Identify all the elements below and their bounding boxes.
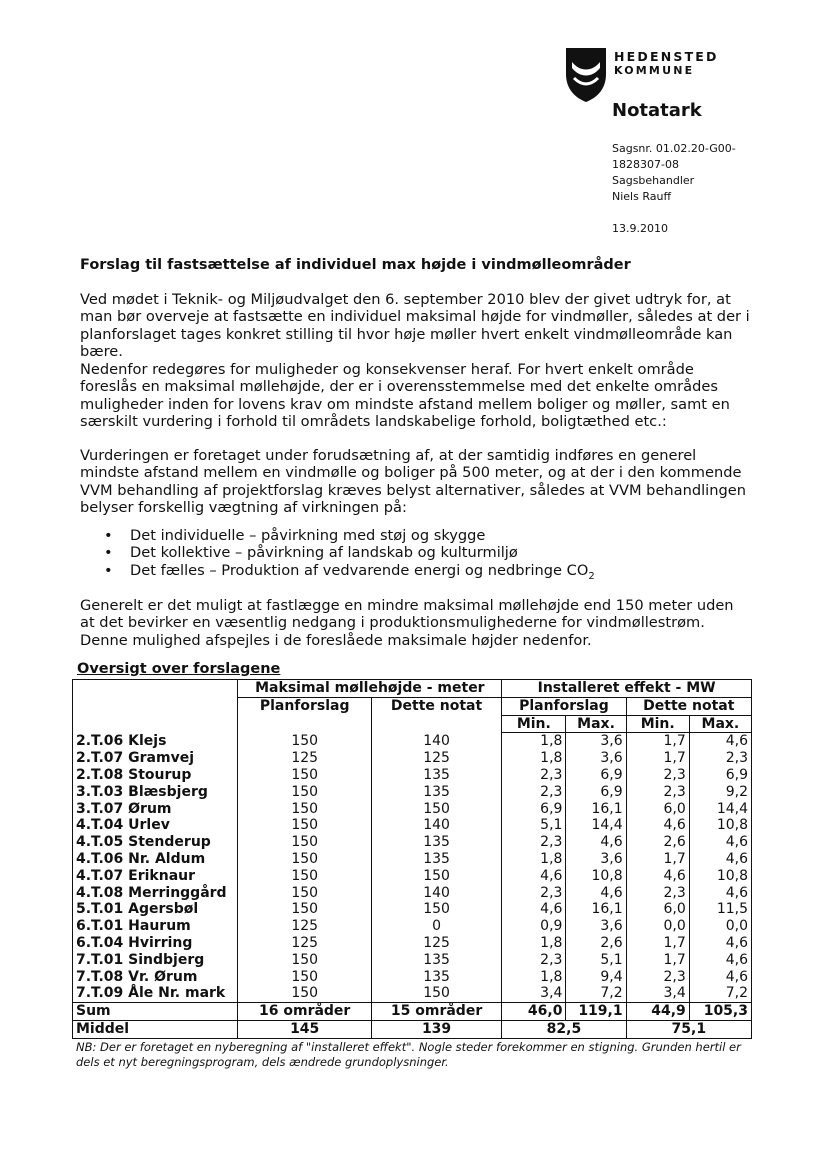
row-nmin: 4,6 <box>626 868 689 885</box>
row-plan: 150 <box>238 901 371 918</box>
row-nmax: 0,0 <box>689 918 751 935</box>
row-name: 5.T.01 Agersbøl <box>73 901 238 918</box>
table-header-row <box>73 680 752 698</box>
row-nmax: 10,8 <box>689 868 751 885</box>
row-notat: 140 <box>371 885 501 902</box>
row-nmin: 4,6 <box>626 817 689 834</box>
middel-plan: 145 <box>238 1020 371 1038</box>
sum-nmin: 44,9 <box>626 1003 689 1021</box>
row-plan: 150 <box>238 952 371 969</box>
table-title: Oversigt over forslagene <box>77 661 281 677</box>
row-notat: 135 <box>371 969 501 986</box>
table-row <box>73 767 752 784</box>
row-nmax: 4,6 <box>689 733 751 750</box>
table-row <box>73 952 752 969</box>
row-name: 4.T.06 Nr. Aldum <box>73 851 238 868</box>
row-plan: 150 <box>238 767 371 784</box>
sum-row <box>73 1003 752 1021</box>
middel-label: Middel <box>73 1020 238 1038</box>
row-pmin: 1,8 <box>502 733 566 750</box>
row-plan: 150 <box>238 969 371 986</box>
row-pmin: 2,3 <box>502 784 566 801</box>
row-pmax: 3,6 <box>566 733 626 750</box>
row-notat: 135 <box>371 784 501 801</box>
middel-notat: 139 <box>371 1020 501 1038</box>
row-notat: 135 <box>371 952 501 969</box>
handler-info <box>612 173 694 205</box>
row-name: 2.T.07 Gramvej <box>73 750 238 767</box>
row-pmin: 5,1 <box>502 817 566 834</box>
row-nmin: 2,3 <box>626 885 689 902</box>
case-number: 1828307-08 <box>612 158 679 171</box>
row-name: 2.T.06 Klejs <box>73 733 238 750</box>
bullet-text: Det fælles – Produktion af vedvarende energi og nedbringe CO <box>130 561 589 579</box>
table-row <box>73 784 752 801</box>
row-pmin: 1,8 <box>502 851 566 868</box>
org-sub: KOMMUNE <box>614 64 695 77</box>
footnote: NB: Der er foretaget en nyberegning af "installeret effekt". Nogle steder forekommer en stigning. Grunden hertil er dels et nyt beregningsprogram, dels ændrede grundoplysninger. <box>76 1040 741 1069</box>
row-nmax: 4,6 <box>689 969 751 986</box>
col-header-min: Min. <box>626 715 689 733</box>
col-header-planforslag-mw: Planforslag <box>502 697 626 715</box>
row-nmax: 9,2 <box>689 784 751 801</box>
row-notat: 140 <box>371 817 501 834</box>
org-name: HEDENSTED <box>614 49 719 64</box>
row-nmin: 2,3 <box>626 969 689 986</box>
row-pmax: 16,1 <box>566 901 626 918</box>
document-type: Notatark <box>612 100 702 121</box>
row-notat: 140 <box>371 733 501 750</box>
table-row <box>73 750 752 767</box>
row-pmin: 4,6 <box>502 868 566 885</box>
handler-name: Niels Rauff <box>612 190 672 203</box>
row-nmin: 3,4 <box>626 985 689 1002</box>
paragraph-3: Vurderingen er foretaget under forudsætning af, at der samtidig indføres en generel mindste afstand mellem en vindmølle og boliger på 500 meter, og at der i den kommende VVM behandling af projektforslag kræves belyst alternativer, således at VVM behandlingen belyser forskellig vægtning af virkningen på: <box>80 447 746 516</box>
co2-subscript: 2 <box>588 570 595 582</box>
row-pmin: 2,3 <box>502 834 566 851</box>
row-plan: 150 <box>238 834 371 851</box>
row-name: 3.T.07 Ørum <box>73 801 238 818</box>
row-pmin: 2,3 <box>502 952 566 969</box>
col-header-min: Min. <box>502 715 566 733</box>
middel-notat-mw: 75,1 <box>626 1020 751 1038</box>
table-row <box>73 817 752 834</box>
page-heading: Forslag til fastsættelse af individuel max højde i vindmølleområder <box>80 257 631 273</box>
col-header-dette-notat: Dette notat <box>371 697 501 715</box>
logo-text <box>614 50 719 78</box>
row-plan: 125 <box>238 750 371 767</box>
row-pmax: 10,8 <box>566 868 626 885</box>
row-plan: 150 <box>238 801 371 818</box>
row-nmin: 0,0 <box>626 918 689 935</box>
row-nmax: 2,3 <box>689 750 751 767</box>
row-nmin: 1,7 <box>626 851 689 868</box>
row-nmax: 4,6 <box>689 952 751 969</box>
sum-plan: 16 områder <box>238 1003 371 1021</box>
row-name: 7.T.08 Vr. Ørum <box>73 969 238 986</box>
row-pmin: 2,3 <box>502 767 566 784</box>
bullet-item <box>80 562 595 585</box>
row-pmin: 4,6 <box>502 901 566 918</box>
row-name: 2.T.08 Stourup <box>73 767 238 784</box>
col-header-dette-notat-mw: Dette notat <box>626 697 751 715</box>
row-pmin: 2,3 <box>502 885 566 902</box>
row-name: 7.T.09 Åle Nr. mark <box>73 985 238 1002</box>
row-nmax: 4,6 <box>689 885 751 902</box>
row-nmax: 7,2 <box>689 985 751 1002</box>
row-name: 6.T.01 Haurum <box>73 918 238 935</box>
sum-pmin: 46,0 <box>502 1003 566 1021</box>
row-nmax: 10,8 <box>689 817 751 834</box>
table-row <box>73 733 752 750</box>
row-pmin: 6,9 <box>502 801 566 818</box>
row-plan: 150 <box>238 868 371 885</box>
middel-planforslag-mw: 82,5 <box>502 1020 626 1038</box>
table-header-row <box>73 697 752 715</box>
document-date: 13.9.2010 <box>612 222 668 235</box>
row-pmax: 3,6 <box>566 918 626 935</box>
paragraph-1: Ved mødet i Teknik- og Miljøudvalget den 6. september 2010 blev der givet udtryk for, at man bør overveje at fastsætte en individuel maksimal højde for vindmøller, således at der i planforslaget tages konkret stilling til hvor høje møller hvert enkelt vindmølleområde kan bære. <box>80 291 750 360</box>
table-row <box>73 885 752 902</box>
table-body <box>73 733 752 1003</box>
row-notat: 150 <box>371 901 501 918</box>
row-nmax: 4,6 <box>689 834 751 851</box>
row-notat: 125 <box>371 750 501 767</box>
row-pmax: 9,4 <box>566 969 626 986</box>
row-plan: 150 <box>238 784 371 801</box>
row-plan: 150 <box>238 817 371 834</box>
row-notat: 0 <box>371 918 501 935</box>
row-pmax: 5,1 <box>566 952 626 969</box>
row-nmin: 1,7 <box>626 935 689 952</box>
row-pmax: 6,9 <box>566 767 626 784</box>
sum-label: Sum <box>73 1003 238 1021</box>
row-plan: 150 <box>238 851 371 868</box>
row-pmin: 1,8 <box>502 969 566 986</box>
row-pmax: 14,4 <box>566 817 626 834</box>
row-pmin: 3,4 <box>502 985 566 1002</box>
row-notat: 150 <box>371 868 501 885</box>
bullet-list <box>80 527 595 585</box>
handler-label: Sagsbehandler <box>612 174 695 187</box>
row-nmin: 1,7 <box>626 733 689 750</box>
sum-notat: 15 områder <box>371 1003 501 1021</box>
row-name: 3.T.03 Blæsbjerg <box>73 784 238 801</box>
overview-table <box>72 679 752 1039</box>
row-notat: 135 <box>371 851 501 868</box>
table-row <box>73 969 752 986</box>
row-pmax: 4,6 <box>566 834 626 851</box>
group-header-effect: Installeret effekt - MW <box>502 680 752 698</box>
table-row <box>73 868 752 885</box>
table-row <box>73 901 752 918</box>
row-pmax: 3,6 <box>566 851 626 868</box>
row-nmin: 2,3 <box>626 784 689 801</box>
row-name: 4.T.04 Urlev <box>73 817 238 834</box>
row-nmin: 1,7 <box>626 750 689 767</box>
row-name: 4.T.05 Stenderup <box>73 834 238 851</box>
table-header-row <box>73 715 752 733</box>
row-nmin: 2,6 <box>626 834 689 851</box>
row-plan: 150 <box>238 985 371 1002</box>
row-pmax: 4,6 <box>566 885 626 902</box>
row-nmax: 6,9 <box>689 767 751 784</box>
paragraph-2: Nedenfor redegøres for muligheder og konsekvenser heraf. For hvert enkelt område foreslås en maksimal møllehøjde, der er i overensstemmelse med det enkelte områdes muligheder inden for lovens krav om mindste afstand mellem boliger og møller, samt en særskilt vurdering i forhold til områdets landskabelige forhold, boligtæthed etc.: <box>80 361 730 430</box>
table-row <box>73 801 752 818</box>
row-name: 4.T.08 Merringgård <box>73 885 238 902</box>
row-pmin: 1,8 <box>502 750 566 767</box>
row-name: 7.T.01 Sindbjerg <box>73 952 238 969</box>
col-header-max: Max. <box>689 715 751 733</box>
row-pmax: 2,6 <box>566 935 626 952</box>
row-pmax: 16,1 <box>566 801 626 818</box>
row-nmin: 6,0 <box>626 801 689 818</box>
row-notat: 135 <box>371 834 501 851</box>
row-nmax: 4,6 <box>689 935 751 952</box>
row-nmax: 4,6 <box>689 851 751 868</box>
row-notat: 150 <box>371 985 501 1002</box>
row-notat: 150 <box>371 801 501 818</box>
case-info <box>612 141 736 173</box>
row-pmax: 6,9 <box>566 784 626 801</box>
row-pmax: 3,6 <box>566 750 626 767</box>
table-row <box>73 918 752 935</box>
row-pmin: 0,9 <box>502 918 566 935</box>
row-notat: 135 <box>371 767 501 784</box>
row-name: 4.T.07 Eriknaur <box>73 868 238 885</box>
row-plan: 150 <box>238 885 371 902</box>
table-row <box>73 851 752 868</box>
row-notat: 125 <box>371 935 501 952</box>
sum-pmax: 119,1 <box>566 1003 626 1021</box>
paragraph-4: Generelt er det muligt at fastlægge en mindre maksimal møllehøjde end 150 meter uden at det bevirker en væsentlig nedgang i produktionsmulighederne for vindmøllestrøm. Denne mulighed afspejles i de foreslåede maksimale højder nedenfor. <box>80 597 734 649</box>
row-pmax: 7,2 <box>566 985 626 1002</box>
row-plan: 150 <box>238 733 371 750</box>
table-row <box>73 935 752 952</box>
row-plan: 125 <box>238 918 371 935</box>
col-header-planforslag: Planforslag <box>238 697 371 715</box>
middel-row <box>73 1020 752 1038</box>
row-plan: 125 <box>238 935 371 952</box>
case-label: Sagsnr. 01.02.20-G00- <box>612 142 736 155</box>
table-row <box>73 834 752 851</box>
row-nmax: 14,4 <box>689 801 751 818</box>
row-pmin: 1,8 <box>502 935 566 952</box>
col-header-max: Max. <box>566 715 626 733</box>
row-name: 6.T.04 Hvirring <box>73 935 238 952</box>
row-nmin: 1,7 <box>626 952 689 969</box>
row-nmin: 6,0 <box>626 901 689 918</box>
table-row <box>73 985 752 1002</box>
group-header-height: Maksimal møllehøjde - meter <box>238 680 502 698</box>
bullet-item: • Det kollektive – påvirkning af landskab og kulturmiljø <box>80 544 595 561</box>
bullet-item: • Det individuelle – påvirkning med støj og skygge <box>80 527 595 544</box>
sum-nmax: 105,3 <box>689 1003 751 1021</box>
row-nmin: 2,3 <box>626 767 689 784</box>
row-nmax: 11,5 <box>689 901 751 918</box>
